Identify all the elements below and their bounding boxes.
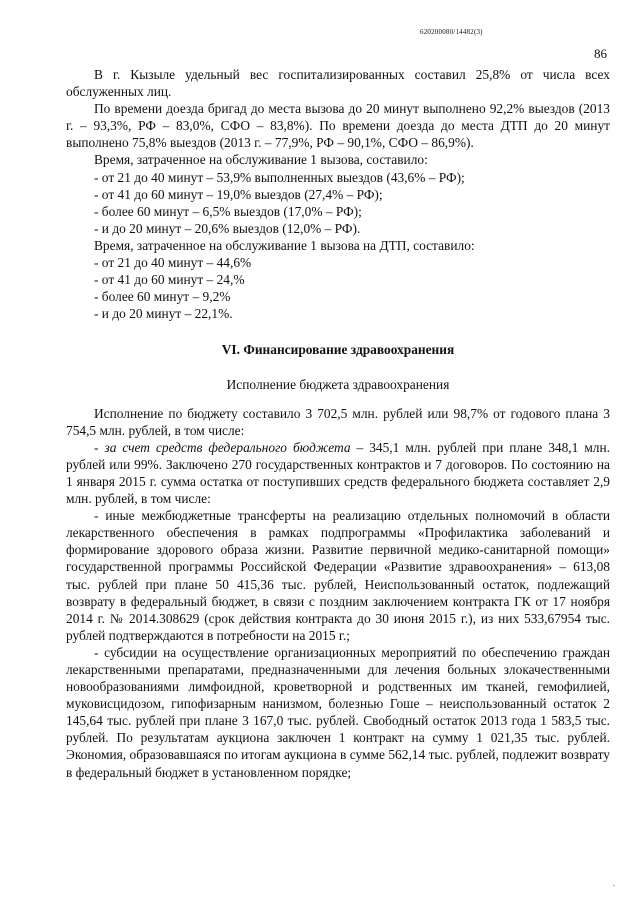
page-content <box>66 66 610 781</box>
section-subtitle: Исполнение бюджета здравоохранения <box>226 376 450 392</box>
federal-budget-text: – 345,1 млн. рублей при плане 348,1 млн. рублей или 99%. Заключено 270 государственных контрактов и 7 договоров. По состоянию на 1 января 2015 г. сумма остатка от поступивших средств федерального бюджета составляет 2,9 млн. рублей, в том числе: <box>66 439 610 507</box>
paragraph-call-service-time: Время, затраченное на обслуживание 1 вызова, составило: <box>94 152 428 168</box>
list-item: - более 60 минут – 6,5% выездов (17,0% – РФ); <box>94 203 362 219</box>
paragraph-federal-budget <box>66 439 610 507</box>
list-item: - более 60 минут – 9,2% <box>94 289 231 305</box>
section-title: VI. Финансирование здравоохранения <box>221 342 455 358</box>
list-item: - от 21 до 40 минут – 44,6% <box>94 255 252 271</box>
paragraph-budget-execution: Исполнение по бюджету составило 3 702,5 млн. рублей или 98,7% от годового плана 3 754,5 млн. рублей, в том числе: <box>66 405 610 438</box>
paragraph-hospitalized-share: В г. Кызыле удельный вес госпитализированных составил 25,8% от числа всех обслуженных лиц. <box>66 67 610 100</box>
dash: - <box>94 439 105 455</box>
list-item: - и до 20 минут – 22,1%. <box>94 306 233 322</box>
list-item: - от 21 до 40 минут – 53,9% выполненных выездов (43,6% – РФ); <box>94 169 465 185</box>
federal-budget-label: за счет средств федерального бюджета <box>104 439 351 455</box>
page-number: 86 <box>594 46 607 61</box>
paragraph-arrival-time: По времени доезда бригад до места вызова до 20 минут выполнено 92,2% выездов (2013 г. – 93,3%, РФ – 83,0%, СФО – 83,8%). По времени доезда до места ДТП до 20 минут выполнено 75,8% выездов (2013 г. – 77,9%, РФ – 90,1%, СФО – 86,9%). <box>66 101 610 151</box>
scan-mark: · <box>612 878 616 892</box>
paragraph-interbudget-transfers: - иные межбюджетные трансферты на реализацию отдельных полномочий в области лекарственного обеспечения в рамках подпрограммы «Профилактика заболеваний и формирование здорового образа жизни. Развитие первичной медико-санитарной помощи» государственной программы Российской Федерации «Развитие здравоохранения» – 613,08 тыс. рублей при плане 50 415,36 тыс. рублей, Неиспользованный остаток, подлежащий возврату в федеральный бюджет, в связи с поздним заключением контракта ГК от 17 ноября 2014 г. № 2014.308629 (срок действия контракта до 30 июня 2015 г.), из них 533,67954 тыс. рублей подтверждаются в потребности на 2015 г.; <box>66 508 610 643</box>
document-id: 620200080/14482(3) <box>420 28 483 36</box>
paragraph-accident-service-time: Время, затраченное на обслуживание 1 вызова на ДТП, составило: <box>94 237 475 253</box>
list-item: - от 41 до 60 минут – 24,% <box>94 272 245 288</box>
list-item: - и до 20 минут – 20,6% выездов (12,0% – РФ). <box>94 220 361 236</box>
paragraph-subsidies: - субсидии на осуществление организационных мероприятий по обеспечению граждан лекарственными препаратами, предназначенными для лечения больных злокачественными новообразованиями лимфоидной, кроветворной и родственных им тканей, гемофилией, муковисцидозом, гипофизарным нанизмом, болезнью Гоше – неиспользованный остаток 2 145,64 тыс. рублей при плане 3 167,0 тыс. рублей. Свободный остаток 2013 года 1 583,5 тыс. рублей. По результатам аукциона заключен 1 контракт на сумму 1 021,35 тыс. рублей. Экономия, образовавшаяся по итогам аукциона в сумме 562,14 тыс. рублей, подлежит возврату в федеральный бюджет в установленном порядке; <box>66 644 610 780</box>
list-item: - от 41 до 60 минут – 19,0% выездов (27,4% – РФ); <box>94 186 383 202</box>
